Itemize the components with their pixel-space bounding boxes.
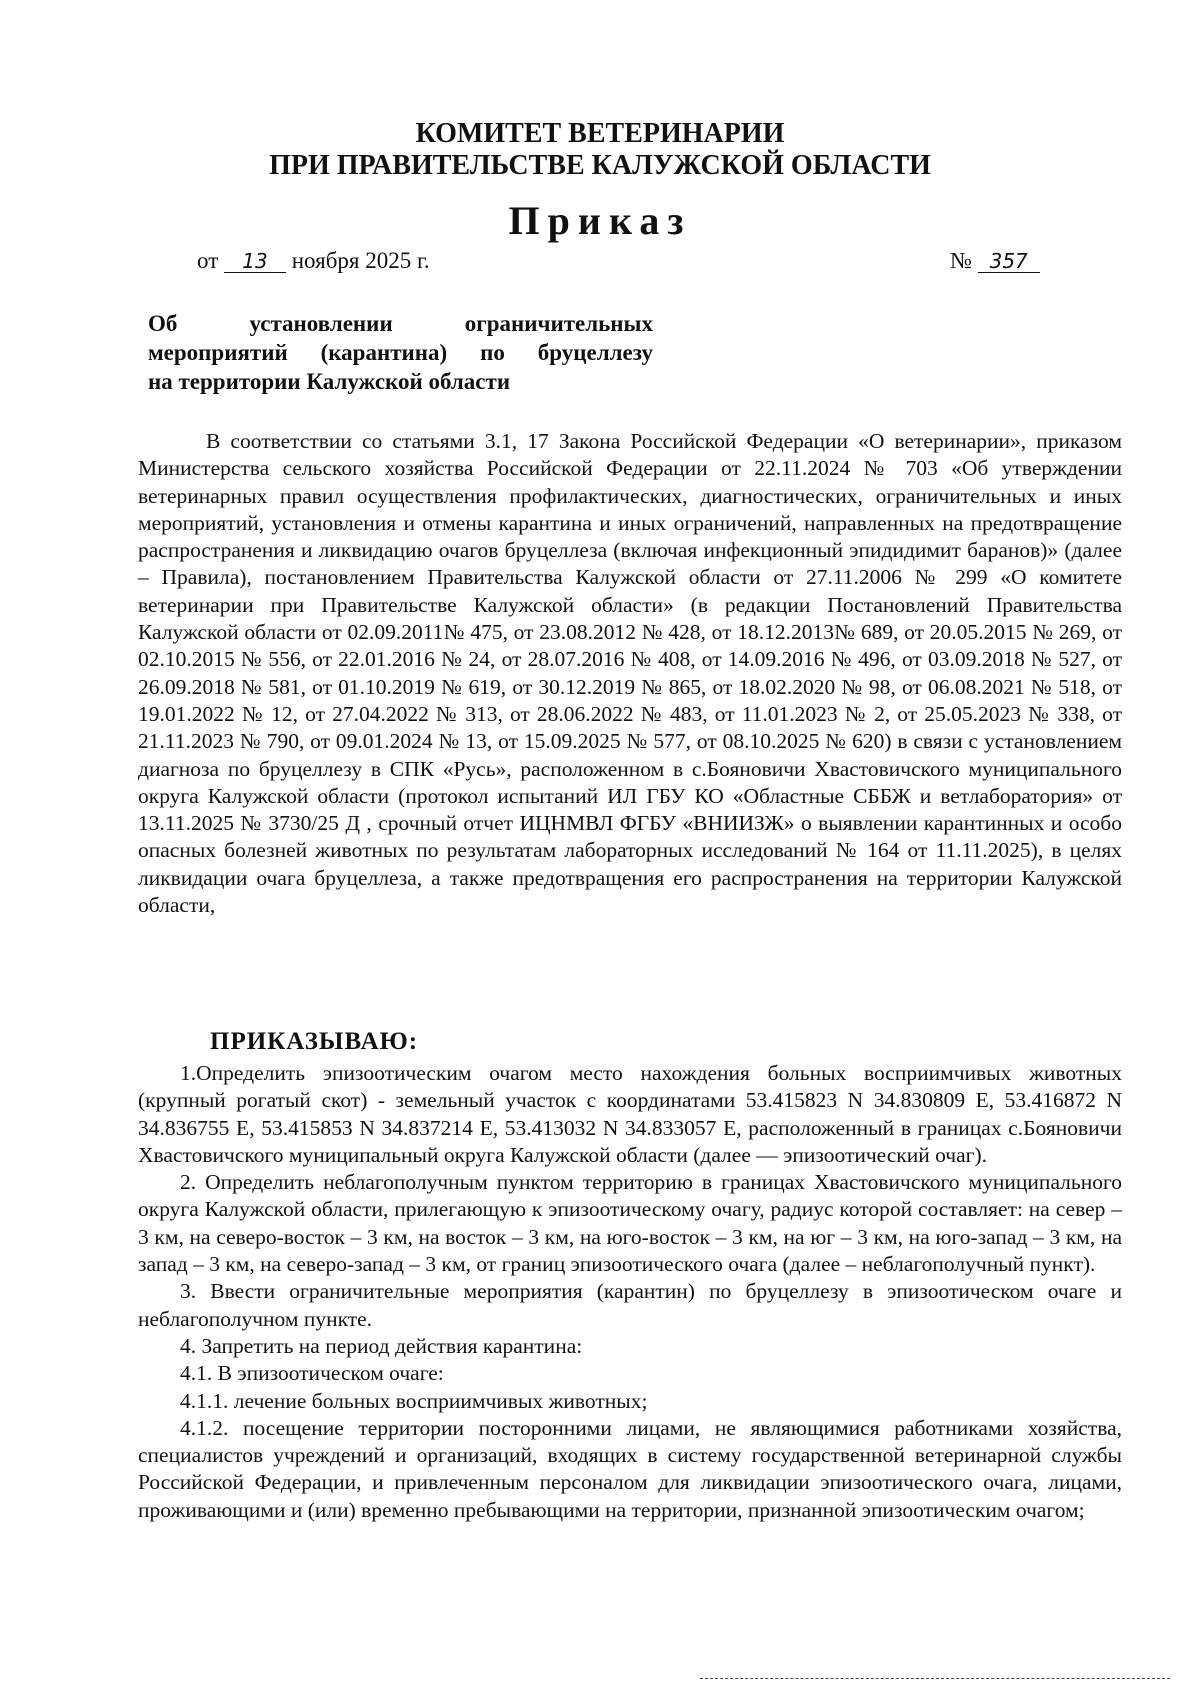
order-item-4-1: 4.1. В эпизоотическом очаге: [180, 1361, 444, 1386]
page-bottom-rule [700, 1678, 1170, 1679]
order-heading: ПРИКАЗЫВАЮ: [210, 1028, 419, 1055]
number-prefix: № [950, 248, 972, 273]
order-item-4-1-2: 4.1.2. посещение территории посторонними лицами, не являющимися работниками хозяйства, специалистов учреждений и организаций, входящих в систему государственной ветеринарной службы Российской Федерации, и привлеченным персоналом для ликвидации эпизоотического очага, лицами, проживающими и (или) временно пребывающими на территории, признанной эпизоотическим очагом; [138, 1415, 1122, 1522]
document-type-title: Приказ [508, 198, 692, 243]
organization-name-line2: ПРИ ПРАВИТЕЛЬСТВЕ КАЛУЖСКОЙ ОБЛАСТИ [269, 150, 931, 181]
order-item-1: 1.Определить эпизоотическим очагом место нахождения больных восприимчивых животных (крупный рогатый скот) - земельный участок с координатами 53.415823 N 34.830809 E, 53.416872 N 34.836755 E, 53.415853 N 34.837214 E, 53.413032 N 34.833057 E, расположенный в границах с.Бояновичи Хвастовичского муниципальный округа Калужской области (далее — эпизоотический очаг). [138, 1061, 1122, 1167]
handwritten-number: 357 [978, 250, 1040, 273]
preamble-paragraph: В соответствии со статьями 3.1, 17 Закона Российской Федерации «О ветеринарии», приказом Министерства сельского хозяйства Российской Федерации от 22.11.2024 № 703 «Об утверждении ветеринарных правил осуществления профилактических, диагностических, ограничительных и иных мероприятий, установления и отмены карантина и иных ограничений, направленных на предотвращение распространения и ликвидацию очагов бруцеллеза (включая инфекционный эпидидимит баранов)» (далее – Правила), постановлением Правительства Калужской области от 27.11.2006 № 299 «О комитете ветеринарии при Правительстве Калужской области» (в редакции Постановлений Правительства Калужской области от 02.09.2011№ 475, от 23.08.2012 № 428, от 18.12.2013№ 689, от 20.05.2015 № 269, от 02.10.2015 № 556, от 22.01.2016 № 24, от 28.07.2016 № 408, от 14.09.2016 № 496, от 03.09.2018 № 527, от 26.09.2018 № 581, от 01.10.2019 № 619, от 30.12.2019 № 865, от 18.02.2020 № 98, от 06.08.2021 № 518, от 19.01.2022 № 12, от 27.04.2022 № 313, от 28.06.2022 № 483, от 11.01.2023 № 2, от 25.05.2023 № 338, от 21.11.2023 № 790, от 09.01.2024 № 13, от 15.09.2025 № 577, от 08.10.2025 № 620) в связи с установлением диагноза по бруцеллезу в СПК «Русь», расположенном в с.Бояновичи Хвастовичского муниципального округа Калужской области (протокол испытаний ИЛ ГБУ КО «Областные СББЖ и ветлаборатория» от 13.11.2025 № 3730/25 Д , срочный отчет ИЦНМВЛ ФГБУ «ВНИИЗЖ» о выявлении карантинных и особо опасных болезней животных по результатам лабораторных исследований № 164 от 11.11.2025), в целях ликвидации очага бруцеллеза, а также предотвращения его распространения на территории Калужской области, [138, 429, 1122, 918]
subject-line: Об установлении ограничительных [148, 311, 653, 336]
order-item-4: 4. Запретить на период действия карантина: [180, 1333, 583, 1358]
document-date [197, 247, 430, 275]
order-item-2: 2. Определить неблагополучным пунктом территорию в границах Хвастовичского муниципального округа Калужской области, прилегающую к эпизоотическому очагу, радиус которой составляет: на север – 3 км, на северо-восток – 3 км, на восток – 3 км, на юго-восток – 3 км, на юг – 3 км, на юго-запад – 3 км, на запад – 3 км, на северо-запад – 3 км, от границ эпизоотического очага (далее – неблагополучный пункт). [138, 1170, 1122, 1277]
date-month-year: ноября 2025 г. [291, 248, 430, 273]
date-prefix: от [197, 248, 219, 273]
order-item-4-1-1: 4.1.1. лечение больных восприимчивых животных; [180, 1388, 648, 1413]
document-subject [148, 309, 653, 396]
subject-line: мероприятий (карантина) по бруцеллезу [148, 340, 653, 365]
organization-name-line1: КОМИТЕТ ВЕТЕРИНАРИИ [415, 118, 785, 149]
preamble-section [138, 428, 1122, 919]
order-item-3: 3. Ввести ограничительные мероприятия (карантин) по бруцеллезу в эпизоотическом очаге и неблагополучном пункте. [138, 1279, 1122, 1331]
handwritten-day: 13 [224, 250, 286, 273]
subject-line: на территории Калужской области [148, 369, 511, 394]
document-number [950, 247, 1040, 275]
order-items [138, 1060, 1122, 1524]
